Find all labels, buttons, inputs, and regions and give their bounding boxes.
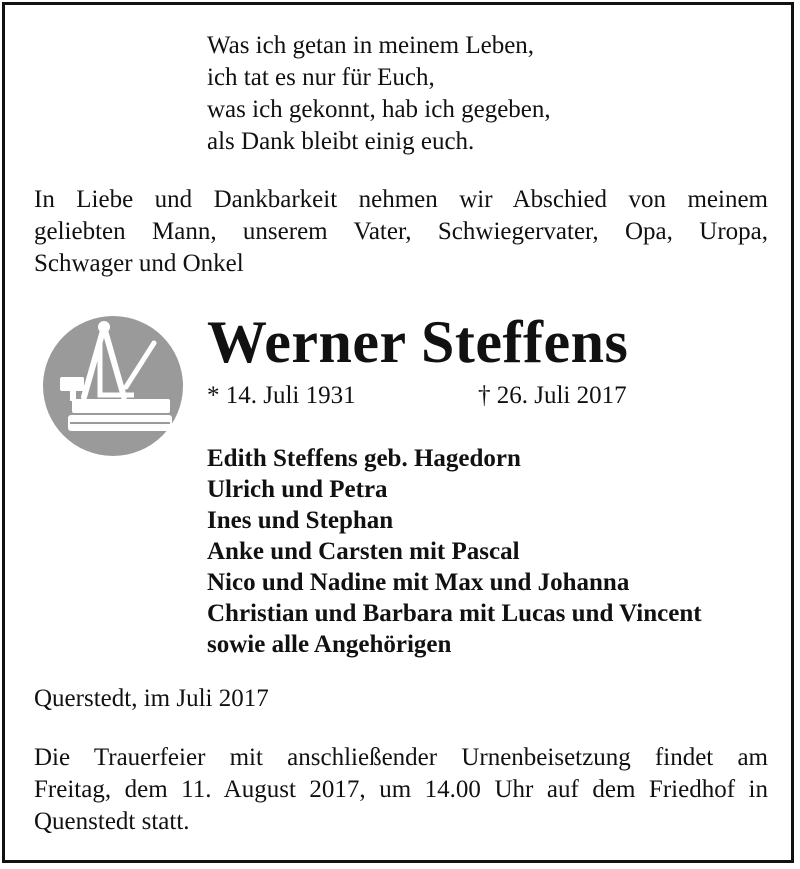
funeral-line: Freitag, dem 11. August 2017, um 14.00 Uhr auf dem Friedhof in — [34, 776, 768, 803]
mourners-list — [207, 443, 702, 660]
poem-line: ich tat es nur für Euch, — [207, 64, 435, 91]
mourner-line: sowie alle Angehörigen — [207, 631, 452, 658]
mourner-line: Nico und Nadine mit Max und Johanna — [207, 569, 630, 596]
intro-text — [34, 184, 768, 280]
poem-line: Was ich getan in meinem Leben, — [207, 32, 535, 59]
intro-line: Schwager und Onkel — [34, 250, 244, 277]
funeral-info — [34, 742, 768, 838]
intro-line: In Liebe und Dankbarkeit nehmen wir Abschied von meinem — [34, 186, 768, 213]
mourner-line: Anke und Carsten mit Pascal — [207, 538, 520, 565]
death-date: † 26. Juli 2017 — [478, 382, 627, 409]
mourner-line: Edith Steffens geb. Hagedorn — [207, 445, 521, 472]
intro-line: geliebten Mann, unserem Vater, Schwiegervater, Opa, Uropa, — [34, 218, 768, 245]
poem-line: was ich gekonnt, hab ich gegeben, — [207, 96, 551, 123]
mourner-line: Ulrich und Petra — [207, 476, 388, 503]
carpenter-tools-icon — [42, 315, 184, 457]
birth-date: * 14. Juli 1931 — [207, 382, 356, 409]
funeral-line: Die Trauerfeier mit anschließender Urnenbeisetzung findet am — [34, 744, 768, 771]
place-date: Querstedt, im Juli 2017 — [34, 685, 269, 712]
poem — [207, 30, 551, 158]
deceased-name: Werner Steffens — [207, 309, 629, 375]
mourner-line: Ines und Stephan — [207, 507, 394, 534]
mourner-line: Christian und Barbara mit Lucas und Vincent — [207, 600, 702, 627]
poem-line: als Dank bleibt einig euch. — [207, 128, 475, 155]
funeral-line: Quenstedt statt. — [34, 808, 190, 835]
